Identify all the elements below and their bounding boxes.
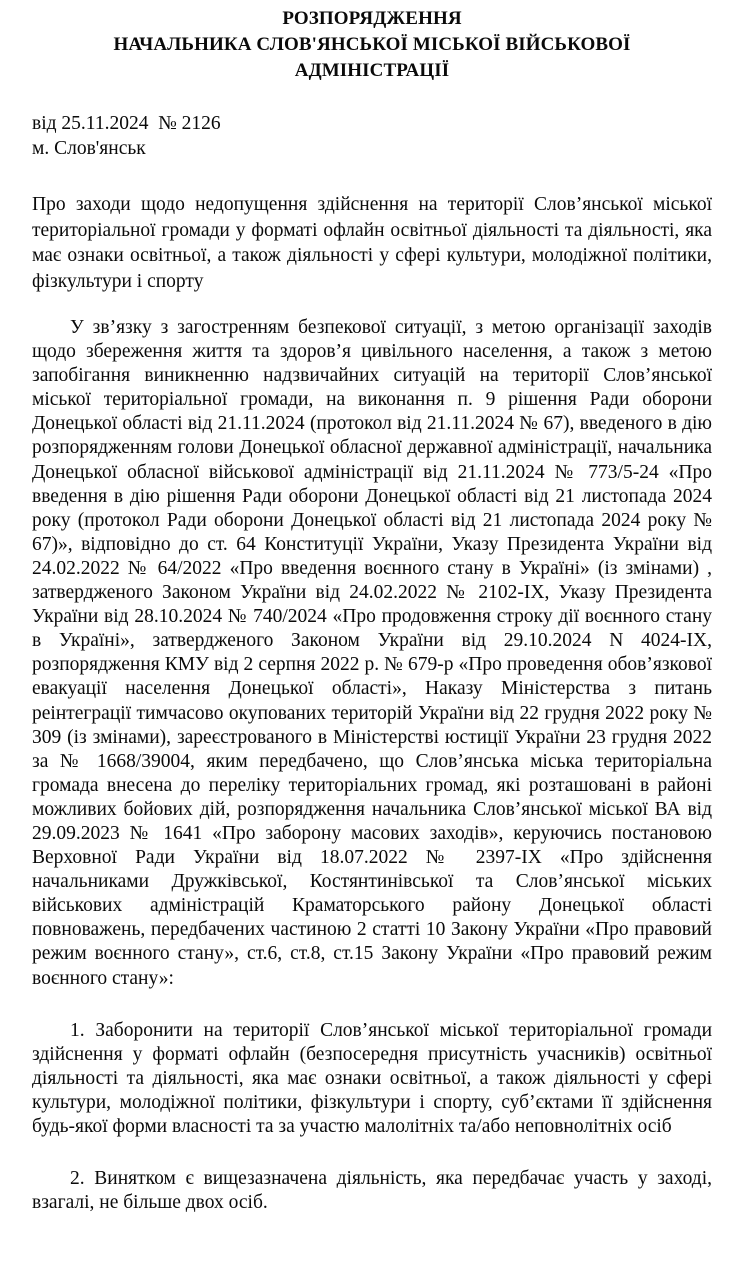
document-meta [32,111,712,161]
document-title-line-2: НАЧАЛЬНИКА СЛОВ'ЯНСЬКОЇ МІСЬКОЇ ВІЙСЬКОВОЇ [113,34,631,55]
document-date-and-number: від 25.11.2024 № 2126 [32,113,221,134]
document-place: м. Слов'янськ [32,138,146,159]
document-subject: Про заходи щодо недопущення здійснення на території Слов’янської міської територіальної громади у форматі офлайн освітньої діяльності та діяльності, яка має ознаки освітньої, а також діяльності у сфері культури, молодіжної політики, фізкультури і спорту [32,194,712,292]
document-clause-1: 1. Заборонити на території Слов’янської міської територіальної громади здійснення у форматі офлайн (безпосередня присутність учасників) освітньої діяльності та діяльності, яка має ознаки освітньої, а також діяльності у сфері культури, молодіжної політики, фізкультури і спорту, суб’єктами її здійснення будь-якої форми власності та за участю малолітніх та/або неповнолітніх осіб [32,1019,712,1137]
document-title-line-3: АДМІНІСТРАЦІЇ [294,60,450,81]
document-header [32,0,712,84]
document-title-line-1: РОЗПОРЯДЖЕННЯ [282,8,462,29]
document-preamble: У зв’язку з загостренням безпекової ситуації, з метою організації заходів щодо збереження життя та здоров’я цивільного населення, а також з метою запобігання виникненню надзвичайних ситуацій на території Слов’янської міської територіальної громади, на виконання п. 9 рішення Ради оборони Донецької області від 21.11.2024 (протокол від 21.11.2024 № 67), введеного в дію розпорядженням голови Донецької обласної державної адміністрації, начальника Донецької обласної військової адміністрації від 21.11.2024 № 773/5-24 «Про введення в дію рішення Ради оборони Донецької області від 21 листопада 2024 року (протокол Ради оборони Донецької області від 21 листопада 2024 року № 67)», відповідно до ст. 64 Конституції України, Указу Президента України від 24.02.2022 № 64/2022 «Про введення воєнного стану в Україні» (із змінами) , затвердженого Законом України від 24.02.2022 № 2102-IX, Указу Президента України від 28.10.2024 № 740/2024 «Про продовження строку дії воєнного стану в Україні», затвердженого Законом України від 29.10.2024 N 4024-IX, розпорядження КМУ від 2 серпня 2022 р. № 679-р «Про проведення обов’язкової евакуації населення Донецької області», Наказу Міністерства з питань реінтеграції тимчасово окупованих територій України від 22 грудня 2022 року № 309 (із змінами), зареєстрованого в Міністерстві юстиції України 23 грудня 2022 за № 1668/39004, яким передбачено, що Слов’янська міська територіальна громада внесена до переліку територіальних громад, які розташовані в районі можливих бойових дій, розпорядження начальника Слов’янської міської ВА від 29.09.2023 № 1641 «Про заборону масових заходів», керуючись постановою Верховної Ради України від 18.07.2022 № 2397-IX «Про здійснення начальниками Дружківської, Костянтинівської та Слов’янської міських військових адміністрацій Краматорського району Донецької області повноважень, передбачених частиною 2 статті 10 Закону України «Про правовий режим воєнного стану», ст.6, ст.8, ст.15 Закону України «Про правовий режим воєнного стану»: [32,317,712,989]
document-clause-2: 2. Винятком є вищезазначена діяльність, яка передбачає участь у заході, взагалі, не більше двох осіб. [32,1168,712,1214]
